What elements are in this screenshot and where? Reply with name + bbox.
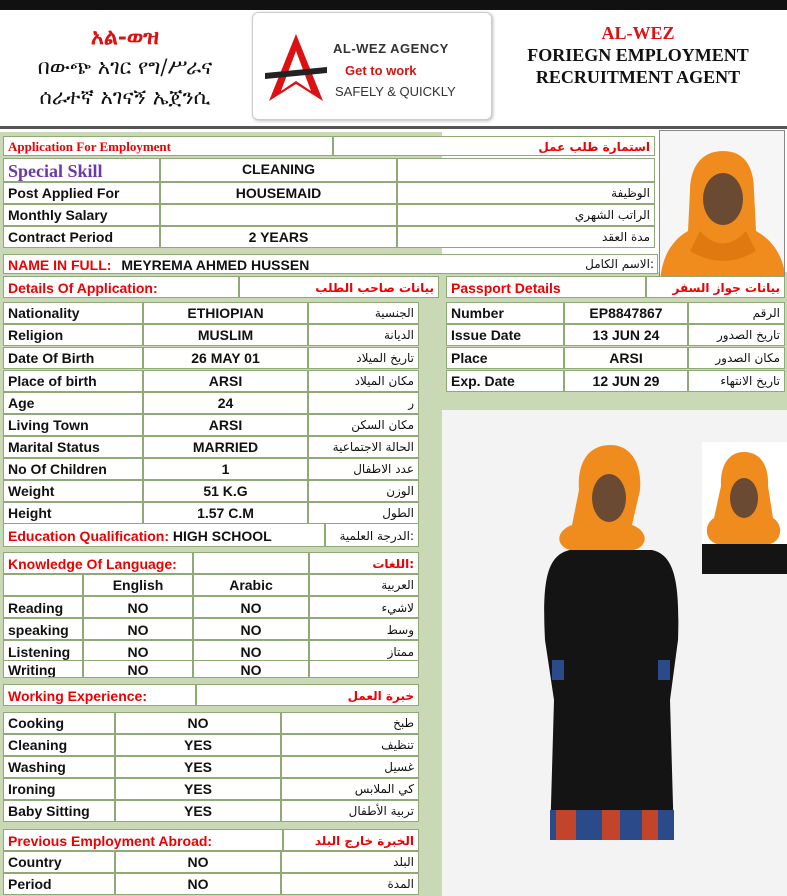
- amharic-subtitle-2: ሰራተኛ አገናኝ ኤጀንሲ: [39, 85, 211, 109]
- detail-value: ARSI: [143, 414, 308, 436]
- detail-value: 26 MAY 01: [143, 347, 308, 369]
- language-english-value: NO: [83, 640, 193, 662]
- experience-label-arabic: غسيل: [281, 756, 419, 778]
- amharic-title: አል-ወዝ: [90, 24, 160, 50]
- language-english-value: NO: [83, 618, 193, 640]
- experience-title: Working Experience:: [3, 684, 196, 706]
- english-title: AL-WEZ: [601, 23, 675, 43]
- logo-tagline-2: SAFELY & QUICKLY: [335, 84, 456, 99]
- experience-label-arabic: طبخ: [281, 712, 419, 734]
- english-subtitle-2: RECRUITMENT AGENT: [535, 67, 741, 87]
- application-title-arabic: استمارة طلب عمل: [333, 136, 655, 156]
- special-skill-blank: [397, 158, 655, 182]
- special-skill-value: CLEANING: [160, 158, 397, 182]
- language-english-value: NO: [83, 596, 193, 618]
- language-level-arabic: [309, 660, 419, 678]
- experience-label: Cooking: [3, 712, 115, 734]
- language-english-value: NO: [83, 660, 193, 678]
- post-value: HOUSEMAID: [160, 182, 397, 204]
- experience-value: YES: [115, 734, 281, 756]
- name-label: NAME IN FULL:: [8, 257, 112, 273]
- detail-value: ARSI: [143, 370, 308, 392]
- experience-value: YES: [115, 756, 281, 778]
- contract-label-arabic: مدة العقد: [397, 226, 655, 248]
- experience-label-arabic: تنظيف: [281, 734, 419, 756]
- education-row: [3, 523, 325, 547]
- header-divider: [0, 126, 787, 129]
- contract-label: Contract Period: [3, 226, 160, 248]
- language-level-arabic: لاشيء: [309, 596, 419, 618]
- language-title-arabic: اللغات:: [309, 552, 419, 574]
- detail-label: Weight: [3, 480, 143, 502]
- experience-value: YES: [115, 778, 281, 800]
- previous-title: Previous Employment Abroad:: [3, 829, 283, 851]
- passport-value: 13 JUN 24: [564, 324, 688, 346]
- passport-title: Passport Details: [446, 276, 646, 298]
- passport-label-arabic: تاريخ الصدور: [688, 324, 785, 346]
- detail-label-arabic: تاريخ الميلاد: [308, 347, 419, 369]
- language-col-english: English: [83, 574, 193, 596]
- language-header-blank: [3, 574, 83, 596]
- experience-label: Ironing: [3, 778, 115, 800]
- previous-value: NO: [115, 873, 281, 895]
- passport-title-arabic: بيانات جواز السفر: [646, 276, 785, 298]
- detail-label: Living Town: [3, 414, 143, 436]
- language-level-arabic: ممتاز: [309, 640, 419, 662]
- language-arabic-value: NO: [193, 618, 309, 640]
- experience-title-arabic: خبرة العمل: [196, 684, 419, 706]
- language-col-arabic: Arabic: [193, 574, 309, 596]
- previous-label: Country: [3, 851, 115, 873]
- language-title: Knowledge Of Language:: [3, 552, 193, 574]
- detail-label: Height: [3, 502, 143, 524]
- passport-label: Place: [446, 347, 564, 369]
- special-skill-label: Special Skill: [3, 158, 160, 182]
- detail-value: 1.57 C.M: [143, 502, 308, 524]
- amharic-subtitle-1: በውጭ አገር የግ/ሥራና: [37, 55, 213, 79]
- detail-label-arabic: ر: [308, 392, 419, 414]
- applicant-full-body-photo: [442, 410, 787, 896]
- detail-label: No Of Children: [3, 458, 143, 480]
- passport-label: Exp. Date: [446, 370, 564, 392]
- language-arabic-value: NO: [193, 596, 309, 618]
- passport-label: Number: [446, 302, 564, 324]
- education-label-arabic: الدرجة العلمية:: [325, 523, 419, 547]
- language-skill-label: Listening: [3, 640, 83, 662]
- previous-label-arabic: البلد: [281, 851, 419, 873]
- previous-title-arabic: الخبرة خارج البلد: [283, 829, 419, 851]
- education-label: Education Qualification:: [8, 528, 170, 544]
- detail-label: Date Of Birth: [3, 347, 143, 369]
- plane-logo-icon: [261, 29, 331, 109]
- detail-label-arabic: مكان السكن: [308, 414, 419, 436]
- experience-label-arabic: تربية الأطفال: [281, 800, 419, 822]
- salary-value: [160, 204, 397, 226]
- english-subtitle-1: FORIEGN EMPLOYMENT: [527, 45, 749, 65]
- details-title: Details Of Application:: [3, 276, 239, 298]
- salary-label: Monthly Salary: [3, 204, 160, 226]
- salary-label-arabic: الراتب الشهري: [397, 204, 655, 226]
- contract-value: 2 YEARS: [160, 226, 397, 248]
- top-border: [0, 0, 787, 10]
- passport-value: ARSI: [564, 347, 688, 369]
- post-label: Post Applied For: [3, 182, 160, 204]
- language-level-arabic: وسط: [309, 618, 419, 640]
- experience-value: NO: [115, 712, 281, 734]
- logo-name: AL-WEZ AGENCY: [333, 41, 449, 56]
- logo-tagline: Get to work: [345, 63, 417, 78]
- name-label-arabic: الاسم الكامل:: [585, 257, 654, 271]
- detail-label-arabic: الجنسية: [308, 302, 419, 324]
- language-title-blank: [193, 552, 309, 574]
- agency-logo: [252, 12, 492, 120]
- details-title-arabic: بيانات صاحب الطلب: [239, 276, 439, 298]
- language-arabic-value: NO: [193, 660, 309, 678]
- experience-label: Baby Sitting: [3, 800, 115, 822]
- detail-label: Religion: [3, 324, 143, 346]
- passport-value: EP8847867: [564, 302, 688, 324]
- experience-label-arabic: كي الملابس: [281, 778, 419, 800]
- education-value: HIGH SCHOOL: [172, 528, 272, 544]
- experience-label: Washing: [3, 756, 115, 778]
- previous-value: NO: [115, 851, 281, 873]
- detail-label-arabic: الوزن: [308, 480, 419, 502]
- language-skill-label: Reading: [3, 596, 83, 618]
- detail-value: ETHIOPIAN: [143, 302, 308, 324]
- detail-label-arabic: عدد الاطفال: [308, 458, 419, 480]
- detail-label: Nationality: [3, 302, 143, 324]
- detail-value: 51 K.G: [143, 480, 308, 502]
- language-col-arabic-label: العربية: [309, 574, 419, 596]
- detail-value: MARRIED: [143, 436, 308, 458]
- passport-label-arabic: الرقم: [688, 302, 785, 324]
- name-value: MEYREMA AHMED HUSSEN: [121, 257, 310, 273]
- application-title: Application For Employment: [3, 136, 333, 156]
- language-arabic-value: NO: [193, 640, 309, 662]
- language-skill-label: Writing: [3, 660, 83, 678]
- applicant-portrait-photo: [659, 130, 785, 286]
- detail-label-arabic: الطول: [308, 502, 419, 524]
- detail-label-arabic: الديانة: [308, 324, 419, 346]
- detail-label: Age: [3, 392, 143, 414]
- previous-label: Period: [3, 873, 115, 895]
- passport-label-arabic: مكان الصدور: [688, 347, 785, 369]
- detail-label-arabic: الحالة الاجتماعية: [308, 436, 419, 458]
- language-skill-label: speaking: [3, 618, 83, 640]
- detail-label-arabic: مكان الميلاد: [308, 370, 419, 392]
- detail-value: 1: [143, 458, 308, 480]
- english-agency-name: [508, 22, 768, 88]
- detail-value: MUSLIM: [143, 324, 308, 346]
- experience-value: YES: [115, 800, 281, 822]
- detail-value: 24: [143, 392, 308, 414]
- experience-label: Cleaning: [3, 734, 115, 756]
- passport-label-arabic: تاريخ الانتهاء: [688, 370, 785, 392]
- post-label-arabic: الوظيفة: [397, 182, 655, 204]
- amharic-agency-name: [0, 22, 250, 112]
- passport-label: Issue Date: [446, 324, 564, 346]
- detail-label: Marital Status: [3, 436, 143, 458]
- passport-value: 12 JUN 29: [564, 370, 688, 392]
- previous-label-arabic: المدة: [281, 873, 419, 895]
- detail-label: Place of birth: [3, 370, 143, 392]
